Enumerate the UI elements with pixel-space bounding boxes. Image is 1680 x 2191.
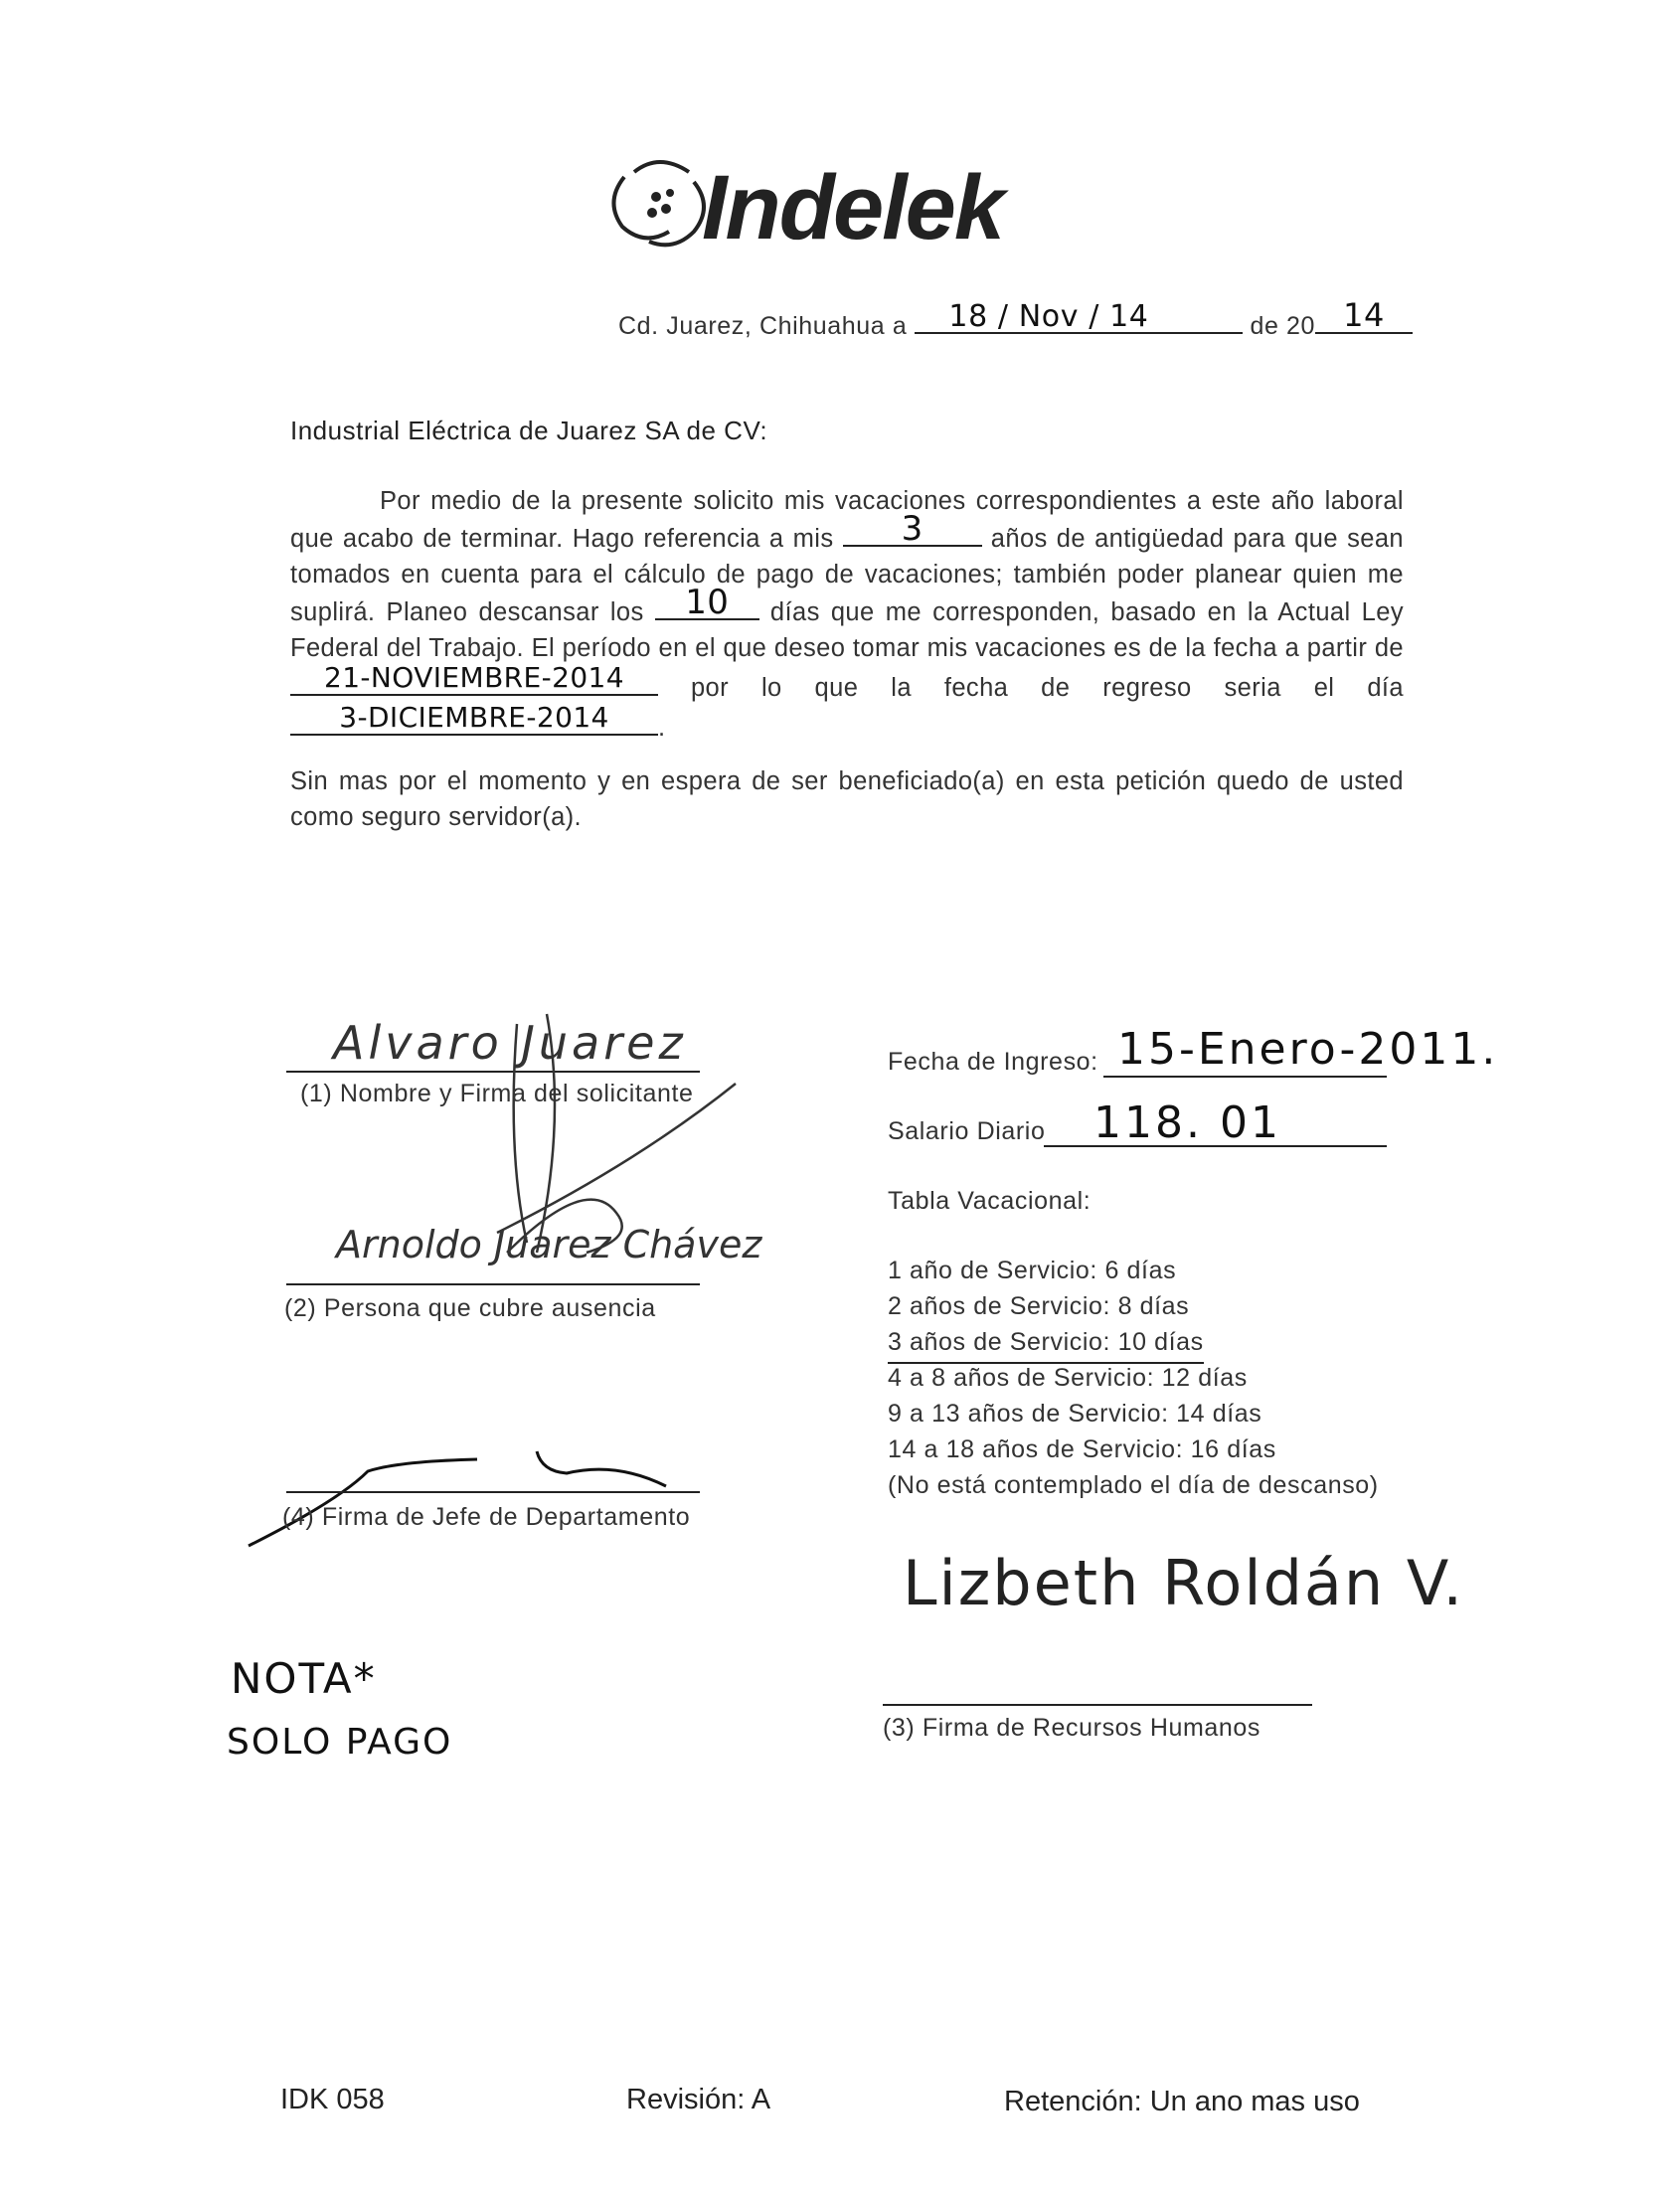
hr-label: (3) Firma de Recursos Humanos — [883, 1714, 1261, 1742]
hr-signature-line — [883, 1704, 1312, 1706]
start-date-field — [290, 661, 658, 696]
note-text: SOLO PAGO — [227, 1722, 453, 1763]
revision: Revisión: A — [626, 2084, 771, 2115]
place-date-line — [618, 296, 1413, 341]
hire-date-line — [1103, 1076, 1387, 1078]
date-field — [915, 299, 1243, 334]
date-handwritten: 18 / Nov / 14 — [948, 299, 1149, 334]
addressee: Industrial Eléctrica de Juarez SA de CV: — [290, 416, 768, 445]
years-handwritten: 3 — [901, 509, 924, 549]
vacation-row: 2 años de Servicio: 8 días — [888, 1292, 1190, 1320]
days-field — [655, 583, 759, 622]
logo-wordmark: Indelek — [702, 157, 1004, 258]
note-title: NOTA* — [231, 1654, 377, 1703]
vacation-row: 14 a 18 años de Servicio: 16 días — [888, 1435, 1276, 1463]
document-code: IDK 058 — [280, 2084, 385, 2115]
vacation-table — [888, 1257, 1379, 1507]
hr-signature: Lizbeth Roldán V. — [903, 1547, 1465, 1619]
closing-paragraph: Sin mas por el momento y en espera de ser beneficiado(a) en esta petición quedo de usted como seguro servidor(a). — [290, 767, 1404, 831]
company-logo — [594, 147, 1052, 266]
year-prefix: de 20 — [1250, 312, 1316, 340]
vacation-row-highlighted: 3 años de Servicio: 10 días — [888, 1328, 1204, 1364]
body-text-3: días que me corresponden, basado en la Actual Ley Federal del Trabajo. El período en el que deseo tomar mis vacaciones es de la fecha a partir de — [290, 598, 1404, 662]
return-date-handwritten: 3-DICIEMBRE-2014 — [339, 701, 609, 734]
substitute-label: (2) Persona que cubre ausencia — [284, 1294, 656, 1322]
year-field — [1315, 296, 1413, 334]
vacation-note: (No está contemplado el día de descanso) — [888, 1471, 1379, 1499]
place-prefix: Cd. Juarez, Chihuahua a — [618, 312, 908, 340]
start-date-handwritten: 21-NOVIEMBRE-2014 — [323, 661, 624, 694]
applicant-label: (1) Nombre y Firma del solicitante — [300, 1080, 694, 1107]
body-text-1: Por medio de la presente solicito mis vacaciones correspondientes a este año laboral que acabo de terminar. Hago referencia a mis — [290, 487, 1404, 553]
retention: Retención: Un ano mas uso — [1004, 2086, 1360, 2117]
substitute-signature-line — [286, 1283, 700, 1285]
body-text-4: por lo que la fecha de regreso seria el día — [690, 674, 1404, 702]
year-handwritten: 14 — [1343, 296, 1385, 334]
applicant-signature: Alvaro Juarez — [333, 1016, 687, 1070]
body-text-2: años de antigüedad para que sean tomados en cuenta para el cálculo de pago de vacaciones; también poder planear quien me suplirá. Planeo descansar los — [290, 525, 1404, 626]
vacation-row: 4 a 8 años de Servicio: 12 días — [888, 1364, 1248, 1392]
vacation-table-title: Tabla Vacacional: — [888, 1187, 1092, 1215]
daily-salary-label: Salario Diario — [888, 1117, 1046, 1145]
hire-date-label: Fecha de Ingreso: — [888, 1048, 1098, 1076]
days-handwritten: 10 — [685, 583, 730, 622]
department-head-signature-line — [286, 1491, 700, 1493]
substitute-signature: Arnoldo Juarez Chávez — [336, 1223, 762, 1266]
years-field — [843, 509, 982, 549]
department-head-label: (4) Firma de Jefe de Departamento — [282, 1503, 691, 1531]
return-date-field — [290, 701, 658, 736]
request-paragraph: Por medio de la presente solicito mis vacaciones correspondientes a este año laboral que acabo de terminar. Hago referencia a mis 3 años de antigüedad para que sean tomados en cuenta para el cálculo de pago de vacaciones; también poder planear quien me suplirá. Planeo descansar los 10 días que me corresponden, basado en la Actual Ley Federal del Trabajo. El período en el que deseo tomar mis vacaciones es de la fecha a partir de 21-NOVIEMBRE-2014 por lo que la fecha de regreso seria el día 3-DICIEMBRE-2014 . — [290, 487, 1404, 742]
hire-date-handwritten: 15-Enero-2011. — [1117, 1024, 1499, 1075]
vacation-row: 9 a 13 años de Servicio: 14 días — [888, 1400, 1262, 1428]
vacation-row: 1 año de Servicio: 6 días — [888, 1257, 1177, 1284]
daily-salary-handwritten: 118. 01 — [1093, 1097, 1281, 1148]
